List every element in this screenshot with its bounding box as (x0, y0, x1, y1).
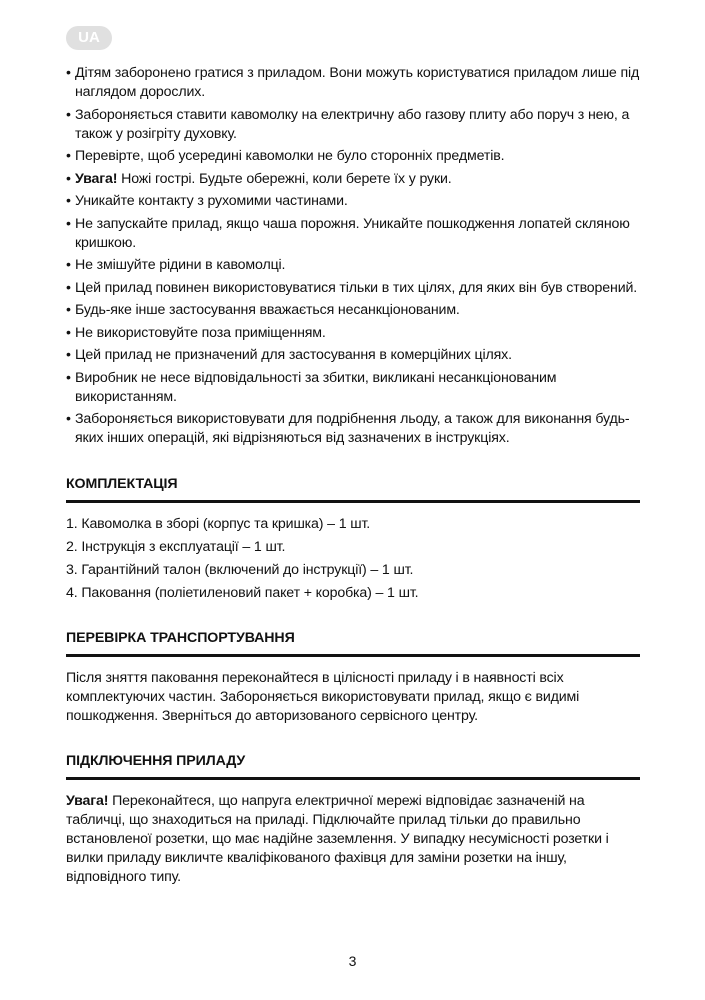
item-text: Будь-яке інше застосування вважається несанкціонованим. (75, 302, 460, 318)
page-number: 3 (348, 953, 357, 969)
item-text: Цей прилад повинен використовуватися тільки в тих цілях, для яких він був створений. (75, 279, 638, 296)
kit-item: 3. Гарантійний талон (включений до інструкції) – 1 шт. (66, 562, 414, 578)
kit-item: 1. Кавомолка в зборі (корпус та кришка) – 1 шт. (66, 516, 371, 532)
warning-label: Увага! (66, 793, 109, 809)
item-text: Виробник не несе відповідальності за збитки, викликані несанкціонованим використанням. (75, 369, 557, 405)
warning-label: Увага! (75, 170, 118, 187)
item-text: Уникайте контакту з рухомими частинами. (75, 193, 348, 209)
item-text: Забороняється ставити кавомолку на електричну або газову плиту або поруч з нею, а також у розігріту духовку. (75, 106, 630, 142)
language-badge: UA (66, 26, 112, 50)
list-item (66, 324, 640, 343)
list-item (66, 346, 640, 365)
list-item (66, 64, 640, 102)
item-text: Дітям заборонено гратися з приладом. Вони можуть користуватися приладом лише під наглядом дорослих. (75, 65, 640, 100)
item-text: Забороняється використовувати для подрібнення льоду, а також для виконання будь-яких інших операцій, які відрізняються від зазначених в інструкціях. (75, 411, 630, 446)
item-text: Цей прилад не призначений для застосування в комерційних цілях. (75, 347, 512, 363)
item-text: Не змішуйте рідини в кавомолці. (75, 257, 286, 273)
list-item (66, 410, 640, 448)
list-item (66, 170, 640, 189)
item-text: Ножі гострі. Будьте обережні, коли берете їх у руки. (117, 170, 452, 187)
connection-section (66, 751, 640, 887)
list-item (66, 106, 640, 144)
kit-item: 2. Інструкція з експлуатації – 1 шт. (66, 539, 286, 555)
kit-section (66, 474, 640, 603)
list-item (66, 301, 640, 320)
transport-text: Після зняття паковання переконайтеся в цілісності приладу і в наявності всіх комплектуючих частин. Забороняється використовувати прилад, якщо є видимі пошкодження. Зверніться до авторизованого сервісного центру. (66, 670, 580, 724)
section-title-transport: ПЕРЕВІРКА ТРАНСПОРТУВАННЯ (66, 628, 640, 657)
page-content (66, 64, 640, 887)
list-item (66, 256, 640, 275)
list-item (66, 369, 640, 407)
list-item (66, 279, 640, 298)
list-item (66, 215, 640, 253)
item-text: Не запускайте прилад, якщо чаша порожня. Уникайте пошкодження лопатей скляною кришкою. (75, 215, 630, 251)
kit-item: 4. Паковання (поліетиленовий пакет + коробка) – 1 шт. (66, 585, 419, 601)
safety-list (66, 64, 640, 448)
section-title-kit: КОМПЛЕКТАЦІЯ (66, 474, 640, 503)
section-title-connection: ПІДКЛЮЧЕННЯ ПРИЛАДУ (66, 751, 640, 780)
list-item (66, 147, 640, 166)
item-text: Не використовуйте поза приміщенням. (75, 324, 326, 341)
item-text: Перевірте, щоб усередині кавомолки не було сторонніх предметів. (75, 148, 505, 164)
kit-list (66, 515, 640, 603)
connection-text (66, 792, 640, 887)
list-item (66, 192, 640, 211)
connection-body: Переконайтеся, що напруга електричної мережі відповідає зазначеній на табличці, що знаходиться на приладі. Підключайте прилад тільки до правильно встановленої розетки, що має надійне заземлення. У випадку несумісності розетки і вилки приладу викличте кваліфікованого фахівця для заміни розетки на іншу, відповідного типу. (66, 793, 609, 885)
transport-section (66, 628, 640, 726)
